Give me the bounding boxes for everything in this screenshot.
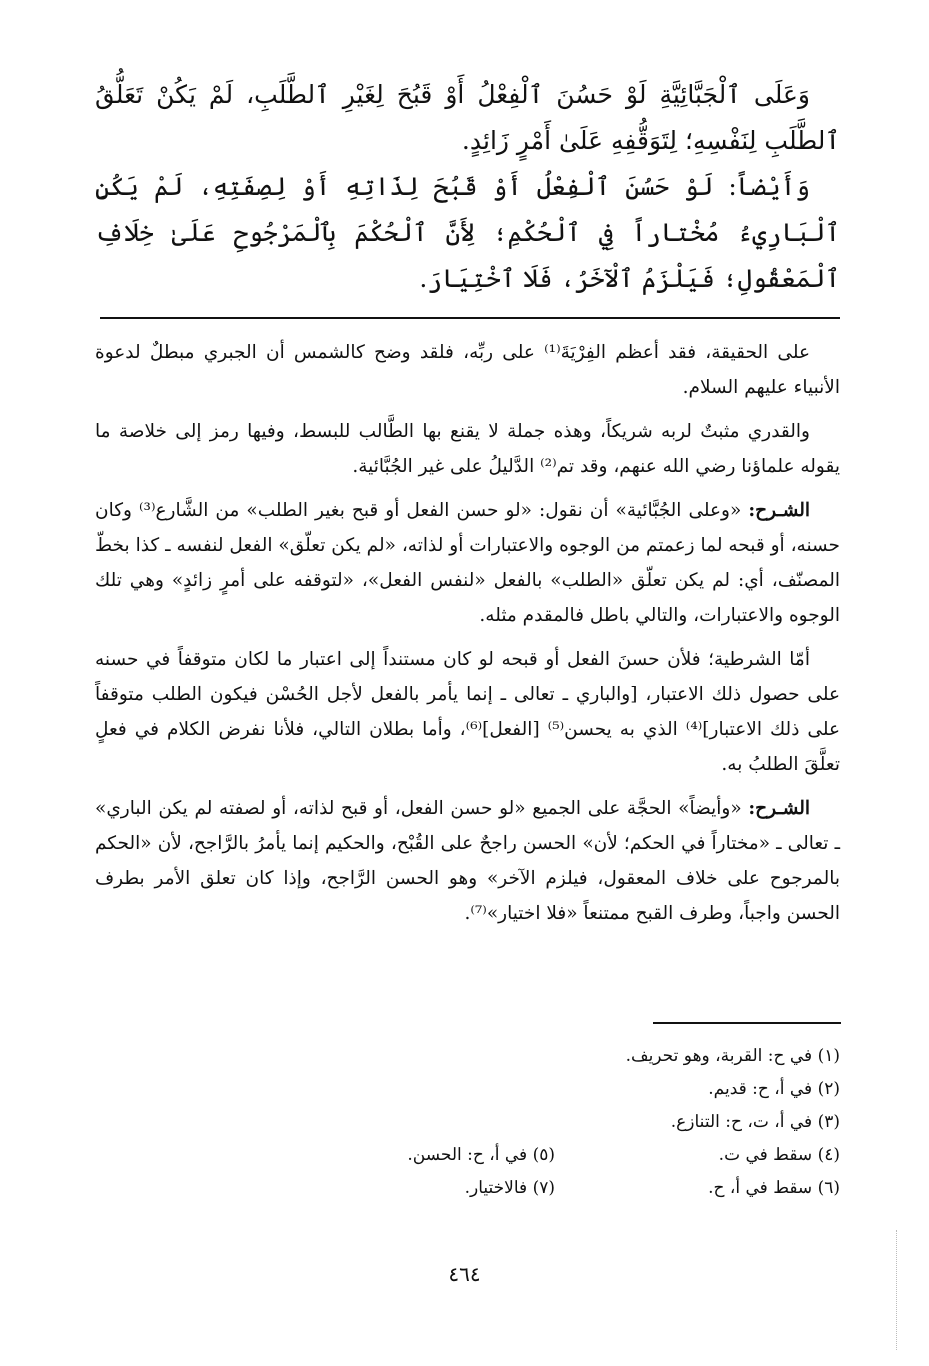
footnote-text: سقط في أ، ح. — [708, 1178, 813, 1198]
footnote — [270, 1172, 555, 1205]
footnote-row — [240, 1040, 840, 1073]
commentary-text: «وأيضاً» الحجَّة على الجميع «لو حسن الفعل، أو قبح لذاته، أو لصفته لم يكن الباري» ـ تعالى ـ «مختاراً في الحكم؛ لأن» الحسن راجحٌ على القُبْح، والحكيم إنما يأمرُ بالرَّاجح، لأن «الحكم بالمرجوح على خلاف المعقول، فيلزم الآخر» وهو الحسن الرَّاجح، وإذا كان تعلق الأمر بطرف الحسن واجباً، وطرف القبح ممتنعاً «فلا اختيار»⁽⁷⁾. — [95, 798, 840, 924]
footnote — [555, 1139, 840, 1172]
footnote-text: فالاختيار. — [464, 1178, 528, 1198]
footnote-number: (٢) — [817, 1079, 840, 1099]
footnote-text: في أ، ح: قديم. — [708, 1079, 813, 1099]
commentary-paragraph — [95, 493, 840, 633]
page-number: ٤٦٤ — [448, 1262, 481, 1286]
footnote — [270, 1139, 555, 1172]
commentary-text: «وعلى الجُبَّائية» أن نقول: «لو حسن الفعل أو قبح بغير الطلب» من الشَّارع⁽³⁾ وكان حسنه، أو قبحه لما زعمتم من الوجوه والاعتبارات أو لذاته، «لم يكن تعلّق» الفعل لنفسه ـ كذا بخطّ المصنّف، أي: لم يكن تعلّق «الطلب» بالفعل «لنفس الفعل»، «لتوقفه على أمرٍ زائدٍ» وهي تلك الوجوه والاعتبارات، والتالي باطل فالمقدم مثله. — [95, 500, 840, 626]
commentary-paragraph — [95, 335, 840, 405]
footnote — [555, 1106, 840, 1139]
footnote — [555, 1073, 840, 1106]
footnotes-divider — [653, 1022, 841, 1024]
footnote-row — [240, 1073, 840, 1106]
scan-edge-line — [896, 1230, 897, 1350]
commentary-paragraph — [95, 791, 840, 931]
main-text-paragraph: وَعَلَى ٱلْجَبَّائِيَّةِ لَوْ حَسُنَ ٱلْفِعْلُ أَوْ قَبُحَ لِغَيْرِ ٱلطَّلَبِ، لَمْ يَكُنْ تَعَلُّقُ ٱلطَّلَبِ لِنَفْسِهِ؛ لِتَوَقُّفِهِ عَلَىٰ أَمْرٍ زَائِدٍ. — [95, 80, 840, 155]
footnote-number: (١) — [817, 1046, 840, 1066]
main-text-divider — [100, 317, 840, 319]
commentary-paragraph — [95, 642, 840, 782]
footnote — [555, 1040, 840, 1073]
footnotes — [240, 1040, 840, 1205]
commentary-paragraph — [95, 414, 840, 484]
footnote-number: (٤) — [817, 1145, 840, 1165]
footnote-text: في ح: القربة، وهو تحريف. — [625, 1046, 813, 1066]
footnote-row — [240, 1139, 840, 1172]
commentary-text: على الحقيقة، فقد أعظم الفِرْيَةَ⁽¹⁾ على ربِّه، فلقد وضح كالشمس أن الجبري مبطلٌ لدعوة الأنبياء عليهم السلام. — [95, 342, 840, 398]
main-text-paragraph: وَأَيْضاً: لَوْ حَسُنَ ٱلْفِعْلُ أَوْ قَبُحَ لِذَاتِهِ أَوْ لِصِفَتِهِ، لَمْ يَكُنِ ٱلْبَارِيءُ مُخْتاراً فِي ٱلْحُكْمِ؛ لِأَنَّ ٱلْحُكْمَ بِٱلْمَرْجُوحِ عَلَىٰ خِلَافِ ٱلْمَعْقُولِ؛ فَيَلْزَمُ ٱلْآخَرُ، فَلَا ٱخْتِيَارَ. — [95, 172, 840, 293]
footnote — [555, 1172, 840, 1205]
footnote-row — [240, 1172, 840, 1205]
footnote-row — [240, 1106, 840, 1139]
main-text — [95, 72, 840, 302]
commentary — [95, 335, 840, 940]
footnote-number: (٣) — [817, 1112, 840, 1132]
footnote-text: سقط في ت. — [718, 1145, 813, 1165]
sharh-label: الشـرح: — [748, 798, 810, 819]
footnote-text: في أ، ت، ح: التنازع. — [670, 1112, 813, 1132]
footnote-number: (٧) — [532, 1178, 555, 1198]
footnote-number: (٦) — [817, 1178, 840, 1198]
sharh-label: الشـرح: — [748, 500, 810, 521]
commentary-text: أمّا الشرطية؛ فلأن حسنَ الفعل أو قبحه لو كان مستنداً إلى اعتبار ما لكان متوقفاً في حسنه على حصول ذلك الاعتبار، [والباري ـ تعالى ـ إنما يأمر بالفعل لأجل الحُسْن فيكون الطلب متوقفاً على ذلك الاعتبار]⁽⁴⁾ الذي به يحسن⁽⁵⁾ [الفعل]⁽⁶⁾، وأما بطلان التالي، فلأنا نفرض الكلام في فعلٍ تعلَّقَ الطلبُ به. — [95, 649, 840, 775]
commentary-text: والقدري مثبتٌ لربه شريكاً، وهذه جملة لا يقنع بها الطَّالب للبسط، وفيها رمز إلى خلاصة ما يقوله علماؤنا رضي الله عنهم، وقد تم⁽²⁾ الدَّليلُ على غير الجُبَّائية. — [95, 421, 840, 477]
footnote-text: في أ، ح: الحسن. — [407, 1145, 528, 1165]
footnote-number: (٥) — [532, 1145, 555, 1165]
